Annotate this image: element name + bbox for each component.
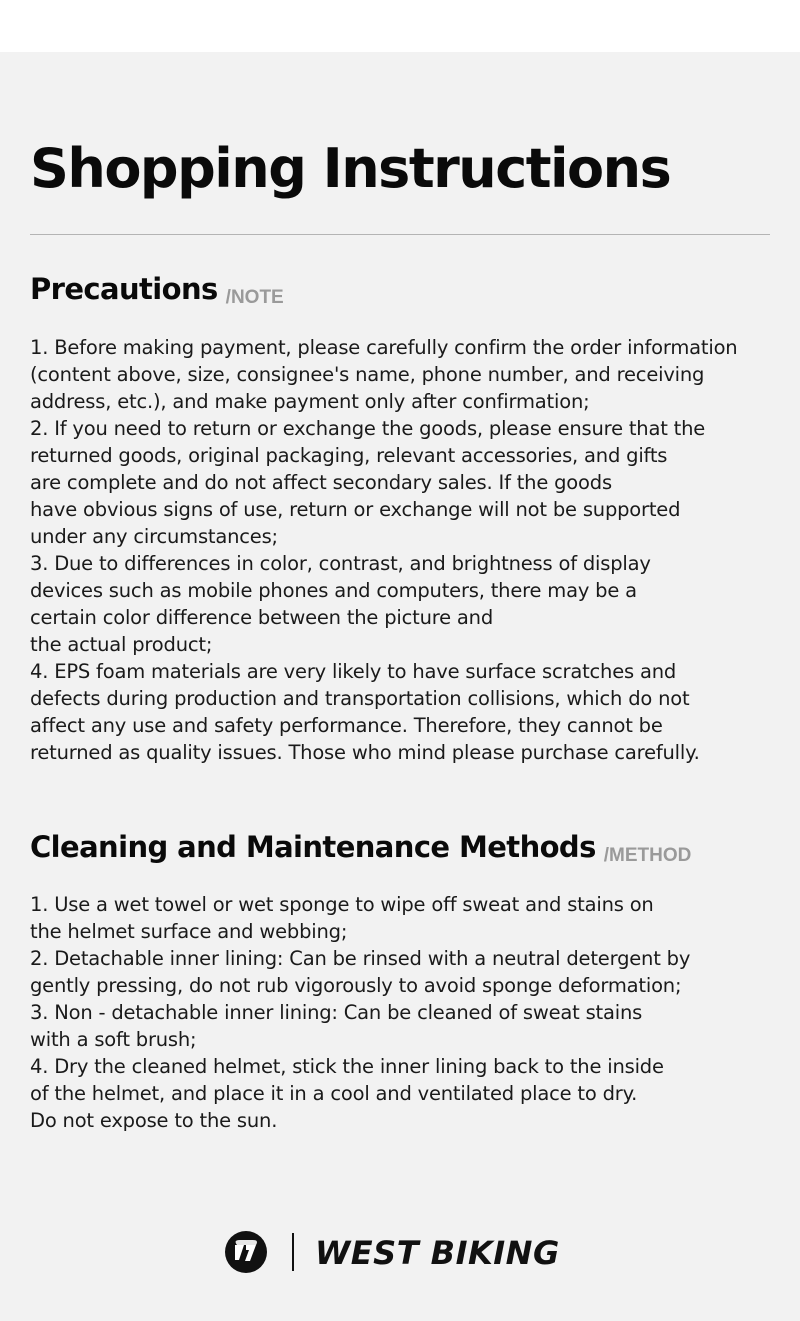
precautions-heading-label: Precautions [30,272,218,306]
precautions-text [30,334,737,766]
cleaning-line: with a soft brush; [30,1028,197,1051]
precautions-line: devices such as mobile phones and computers, there may be a [30,579,637,602]
brand-wordmark: WEST BIKING [315,1234,560,1272]
precautions-line: the actual product; [30,633,213,656]
title-divider [30,234,770,235]
precautions-line: 4. EPS foam materials are very likely to have surface scratches and [30,660,677,683]
west-biking-logo-mark-icon [225,1231,267,1273]
precautions-line: address, etc.), and make payment only after confirmation; [30,390,590,413]
precautions-line: defects during production and transportation collisions, which do not [30,687,690,710]
precautions-line: certain color difference between the picture and [30,606,494,629]
cleaning-line: 3. Non - detachable inner lining: Can be cleaned of sweat stains [30,1001,643,1024]
cleaning-heading-label: Cleaning and Maintenance Methods [30,830,596,864]
logo-divider [292,1233,294,1271]
cleaning-tag: /METHOD [603,845,692,866]
precautions-heading [30,271,284,312]
cleaning-line: gently pressing, do not rub vigorously to avoid sponge deformation; [30,974,682,997]
precautions-line: returned goods, original packaging, relevant accessories, and gifts [30,444,668,467]
precautions-line: have obvious signs of use, return or exchange will not be supported [30,498,681,521]
cleaning-line: 1. Use a wet towel or wet sponge to wipe off sweat and stains on [30,893,654,916]
precautions-line: 3. Due to differences in color, contrast, and brightness of display [30,552,651,575]
page-title: Shopping Instructions [30,137,671,200]
precautions-line: 2. If you need to return or exchange the goods, please ensure that the [30,417,706,440]
precautions-line: under any circumstances; [30,525,278,548]
precautions-tag: /NOTE [225,287,284,308]
cleaning-line: Do not expose to the sun. [30,1109,278,1132]
cleaning-heading [30,829,691,870]
precautions-line: are complete and do not affect secondary sales. If the goods [30,471,612,494]
precautions-line: 1. Before making payment, please carefully confirm the order information [30,336,738,359]
cleaning-line: the helmet surface and webbing; [30,920,348,943]
cleaning-text [30,891,690,1134]
cleaning-line: 4. Dry the cleaned helmet, stick the inner lining back to the inside [30,1055,664,1078]
brand-logo [225,1228,585,1278]
cleaning-line: 2. Detachable inner lining: Can be rinsed with a neutral detergent by [30,947,691,970]
cleaning-line: of the helmet, and place it in a cool and ventilated place to dry. [30,1082,638,1105]
precautions-line: returned as quality issues. Those who mind please purchase carefully. [30,741,700,764]
precautions-line: (content above, size, consignee's name, phone number, and receiving [30,363,705,386]
precautions-line: affect any use and safety performance. Therefore, they cannot be [30,714,663,737]
